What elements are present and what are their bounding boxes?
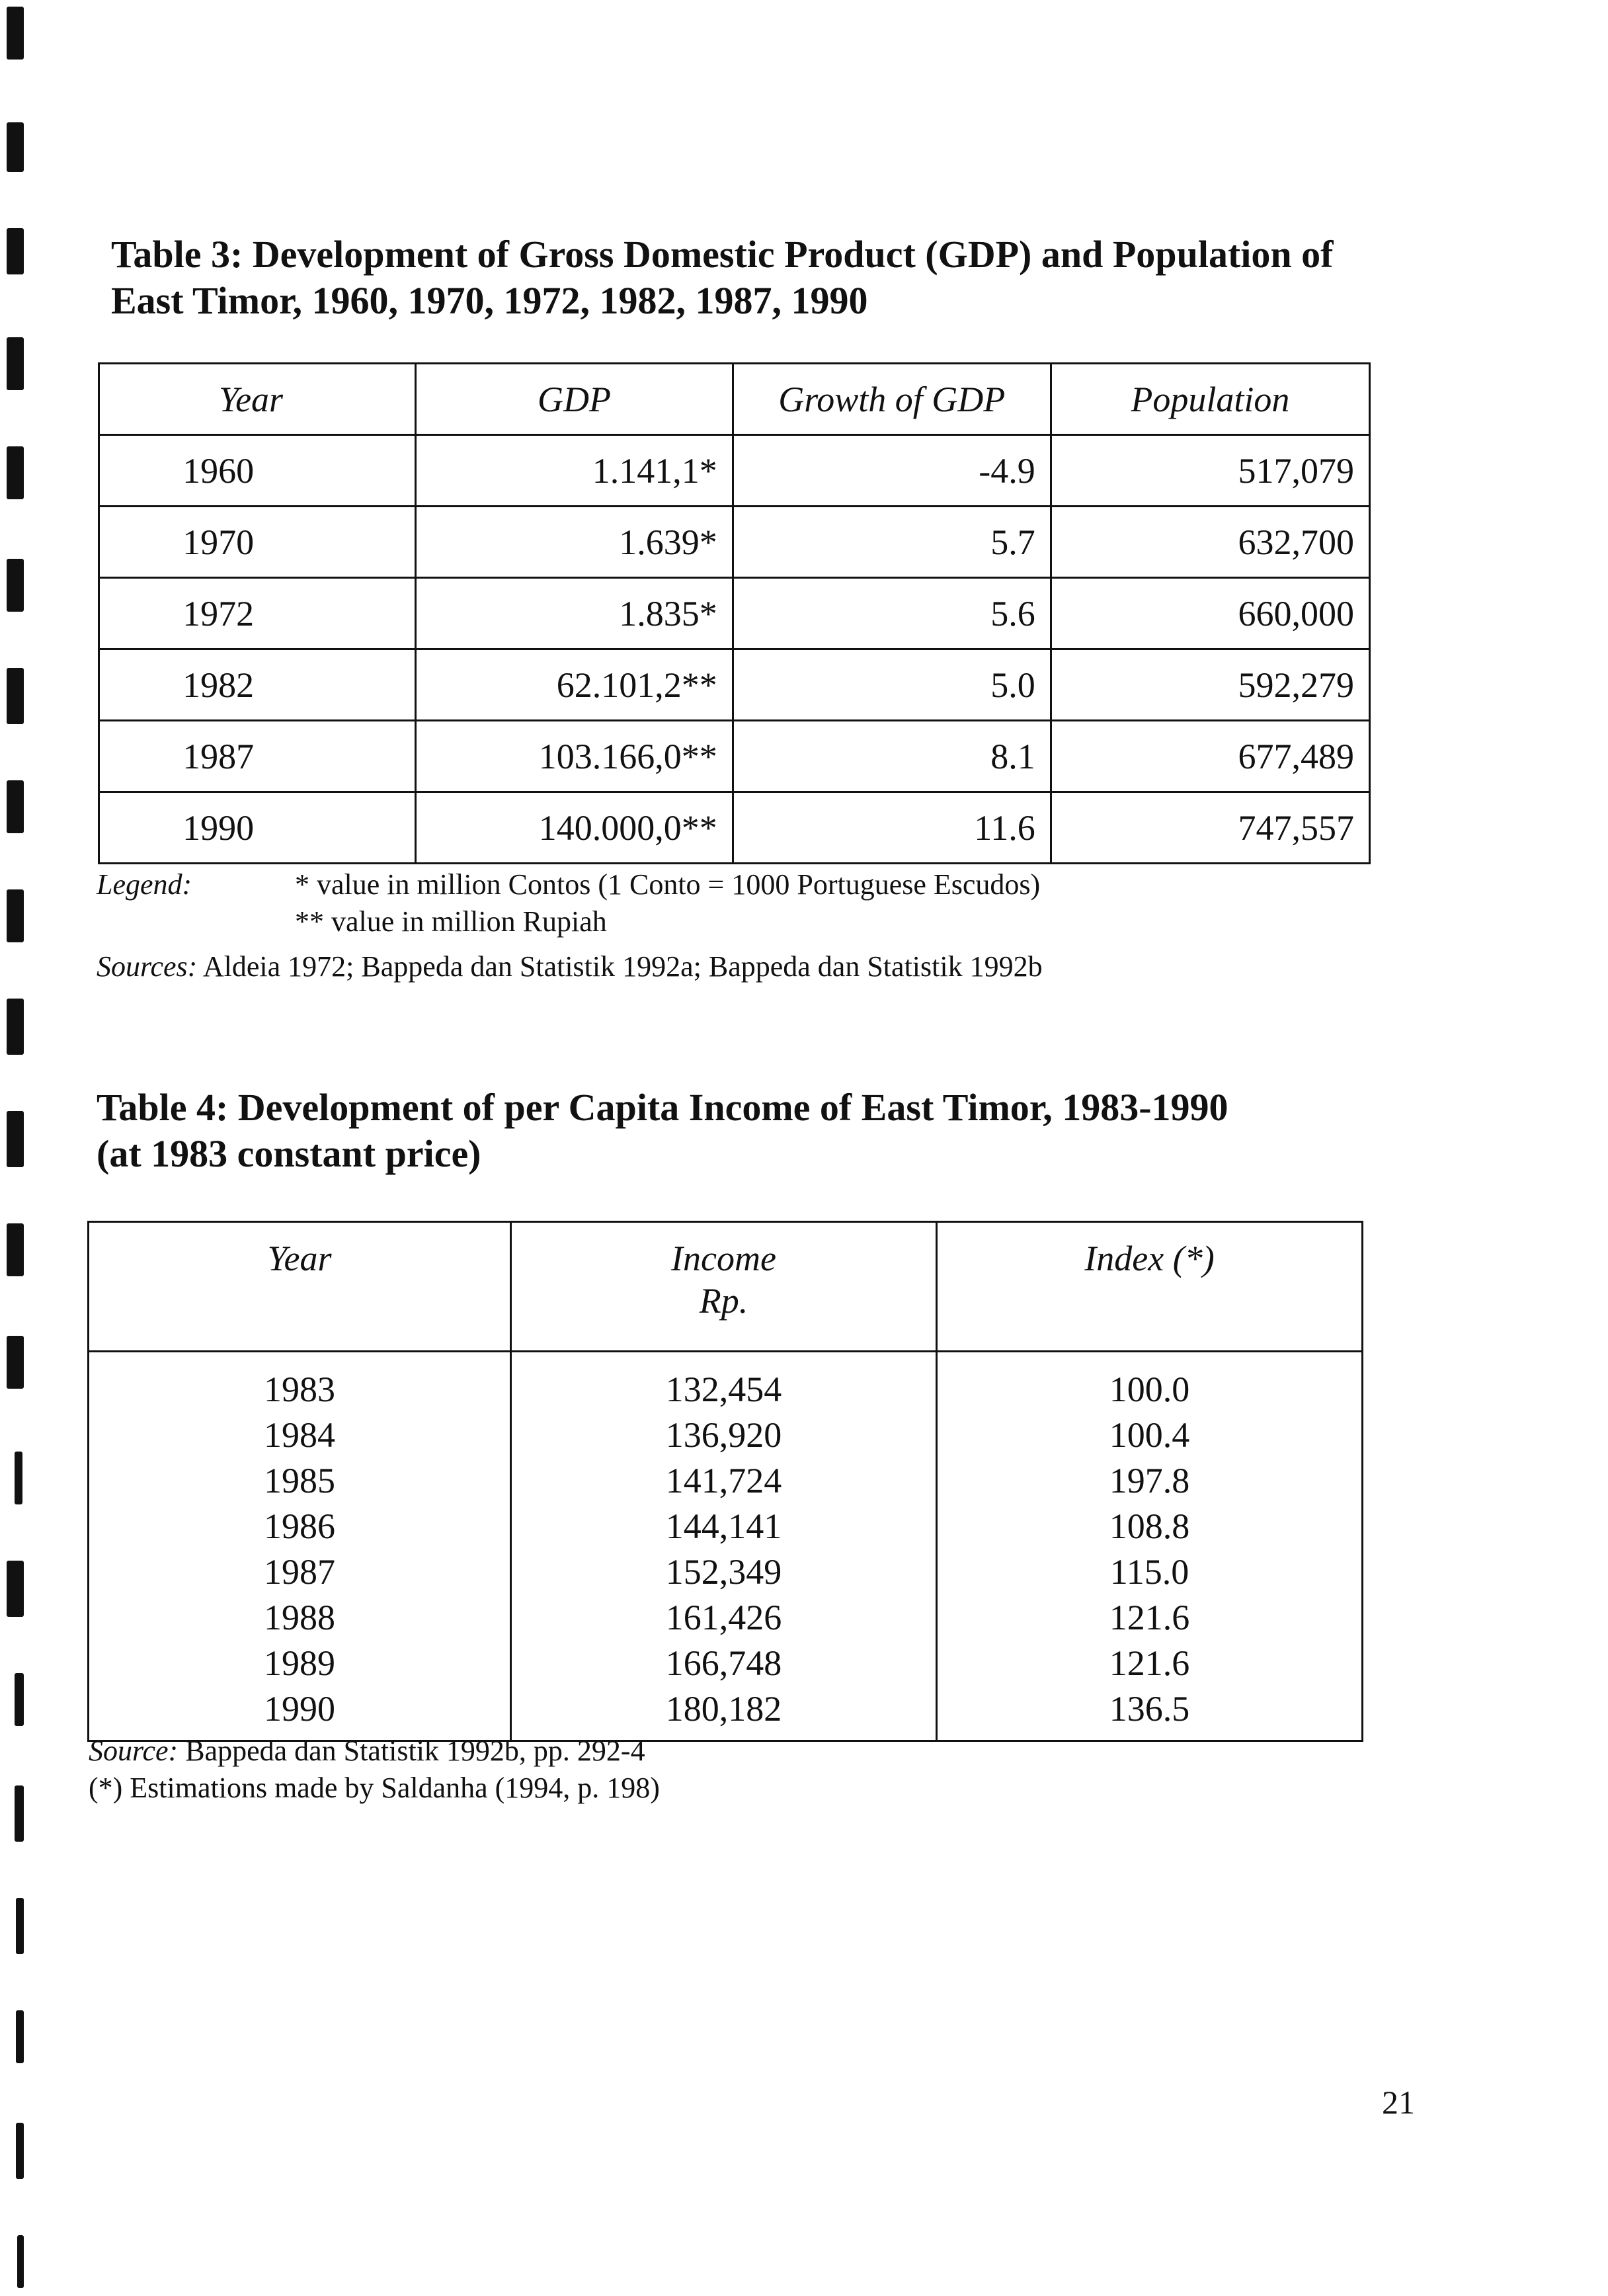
growth-cell: 5.0 [733, 649, 1051, 721]
binding-mark [16, 2123, 24, 2179]
binding-mark [17, 2235, 24, 2288]
year-cell: 1988 [89, 1595, 511, 1641]
table3-notes [97, 866, 1353, 985]
growth-cell: 5.6 [733, 578, 1051, 649]
population-cell: 517,079 [1051, 435, 1369, 507]
table3-caption [111, 231, 1367, 324]
table-row [89, 1504, 1363, 1549]
table4-notes [89, 1733, 1345, 1807]
binding-mark [7, 889, 24, 942]
index-cell: 121.6 [937, 1595, 1363, 1641]
gdp-cell: 1.835* [416, 578, 733, 649]
income-cell: 152,349 [510, 1549, 936, 1595]
table-row [89, 1549, 1363, 1595]
income-cell: 132,454 [510, 1352, 936, 1413]
binding-mark [7, 7, 24, 60]
legend-row [97, 903, 1353, 940]
header-income [510, 1222, 936, 1352]
year-cell: 1972 [99, 578, 416, 649]
sources-label: Sources: [97, 950, 198, 983]
table4-header-row [89, 1222, 1363, 1352]
per-capita-income-table [87, 1221, 1363, 1742]
table4-caption-line2: (at 1983 constant price) [97, 1132, 481, 1175]
income-cell: 180,182 [510, 1686, 936, 1741]
income-cell: 166,748 [510, 1641, 936, 1686]
binding-mark [7, 668, 24, 724]
binding-mark [7, 122, 24, 172]
index-cell: 121.6 [937, 1641, 1363, 1686]
table-row [99, 792, 1370, 864]
binding-mark [7, 559, 24, 612]
table-row [89, 1413, 1363, 1458]
table-row [99, 649, 1370, 721]
index-cell: 197.8 [937, 1458, 1363, 1504]
index-cell: 115.0 [937, 1549, 1363, 1595]
table-row [89, 1458, 1363, 1504]
index-cell: 100.4 [937, 1413, 1363, 1458]
source-line [89, 1733, 1345, 1770]
source-label: Source: [89, 1735, 179, 1767]
binding-mark [7, 1336, 24, 1389]
legend-item-contos: * value in million Contos (1 Conto = 1000 Portuguese Escudos) [295, 868, 1041, 901]
binding-mark [15, 1785, 24, 1842]
legend-label: Legend: [97, 868, 192, 901]
population-cell: 747,557 [1051, 792, 1369, 864]
binding-mark [7, 337, 24, 390]
binding-mark [7, 1111, 24, 1167]
binding-mark [7, 228, 24, 274]
footnote: (*) Estimations made by Saldanha (1994, p. 198) [89, 1772, 660, 1804]
legend-row [97, 866, 1353, 903]
year-cell: 1970 [99, 507, 416, 578]
table3-caption-line1: Table 3: Development of Gross Domestic Product (GDP) and Population of [111, 233, 1334, 276]
legend-item-rupiah: ** value in million Rupiah [295, 905, 607, 938]
table4-caption [97, 1085, 1353, 1177]
income-cell: 161,426 [510, 1595, 936, 1641]
table-row [89, 1595, 1363, 1641]
table-row [99, 507, 1370, 578]
year-cell: 1986 [89, 1504, 511, 1549]
year-cell: 1982 [99, 649, 416, 721]
source-text: Bappeda dan Statistik 1992b, pp. 292-4 [178, 1735, 645, 1767]
gdp-cell: 1.141,1* [416, 435, 733, 507]
header-year: Year [99, 364, 416, 435]
table3-header-row [99, 364, 1370, 435]
binding-mark [7, 1223, 24, 1276]
header-population: Population [1051, 364, 1369, 435]
growth-cell: 11.6 [733, 792, 1051, 864]
binding-marks [0, 0, 40, 2296]
year-cell: 1960 [99, 435, 416, 507]
year-cell: 1984 [89, 1413, 511, 1458]
binding-mark [7, 780, 24, 833]
page-number: 21 [1382, 2084, 1415, 2121]
table-row [99, 435, 1370, 507]
income-cell: 136,920 [510, 1413, 936, 1458]
population-cell: 677,489 [1051, 721, 1369, 792]
table4-caption-line1: Table 4: Development of per Capita Income of East Timor, 1983-1990 [97, 1086, 1228, 1129]
binding-mark [15, 1452, 22, 1504]
year-cell: 1987 [89, 1549, 511, 1595]
growth-cell: 5.7 [733, 507, 1051, 578]
year-cell: 1985 [89, 1458, 511, 1504]
gdp-cell: 1.639* [416, 507, 733, 578]
gdp-population-table [98, 362, 1371, 864]
year-cell: 1990 [89, 1686, 511, 1741]
sources-text: Aldeia 1972; Bappeda dan Statistik 1992a; Bappeda dan Statistik 1992b [197, 950, 1043, 983]
header-index: Index (*) [937, 1222, 1363, 1352]
binding-mark [15, 1673, 24, 1726]
binding-mark [7, 446, 24, 499]
header-gdp: GDP [416, 364, 733, 435]
binding-mark [7, 1561, 24, 1617]
header-year: Year [89, 1222, 511, 1352]
population-cell: 592,279 [1051, 649, 1369, 721]
income-cell: 141,724 [510, 1458, 936, 1504]
index-cell: 108.8 [937, 1504, 1363, 1549]
index-cell: 136.5 [937, 1686, 1363, 1741]
year-cell: 1987 [99, 721, 416, 792]
sources-line [97, 948, 1353, 985]
binding-mark [16, 2010, 24, 2063]
income-cell: 144,141 [510, 1504, 936, 1549]
header-growth-of-gdp: Growth of GDP [733, 364, 1051, 435]
gdp-cell: 62.101,2** [416, 649, 733, 721]
table-row [89, 1641, 1363, 1686]
gdp-cell: 140.000,0** [416, 792, 733, 864]
growth-cell: 8.1 [733, 721, 1051, 792]
table-row [89, 1352, 1363, 1413]
year-cell: 1983 [89, 1352, 511, 1413]
table-row [99, 578, 1370, 649]
header-income-label: Income [671, 1239, 776, 1278]
population-cell: 632,700 [1051, 507, 1369, 578]
binding-mark [7, 999, 24, 1055]
year-cell: 1990 [99, 792, 416, 864]
gdp-cell: 103.166,0** [416, 721, 733, 792]
growth-cell: -4.9 [733, 435, 1051, 507]
population-cell: 660,000 [1051, 578, 1369, 649]
header-income-unit: Rp. [699, 1281, 748, 1321]
table-row [99, 721, 1370, 792]
binding-mark [16, 1898, 24, 1954]
year-cell: 1989 [89, 1641, 511, 1686]
index-cell: 100.0 [937, 1352, 1363, 1413]
table3-caption-line2: East Timor, 1960, 1970, 1972, 1982, 1987, 1990 [111, 279, 868, 322]
